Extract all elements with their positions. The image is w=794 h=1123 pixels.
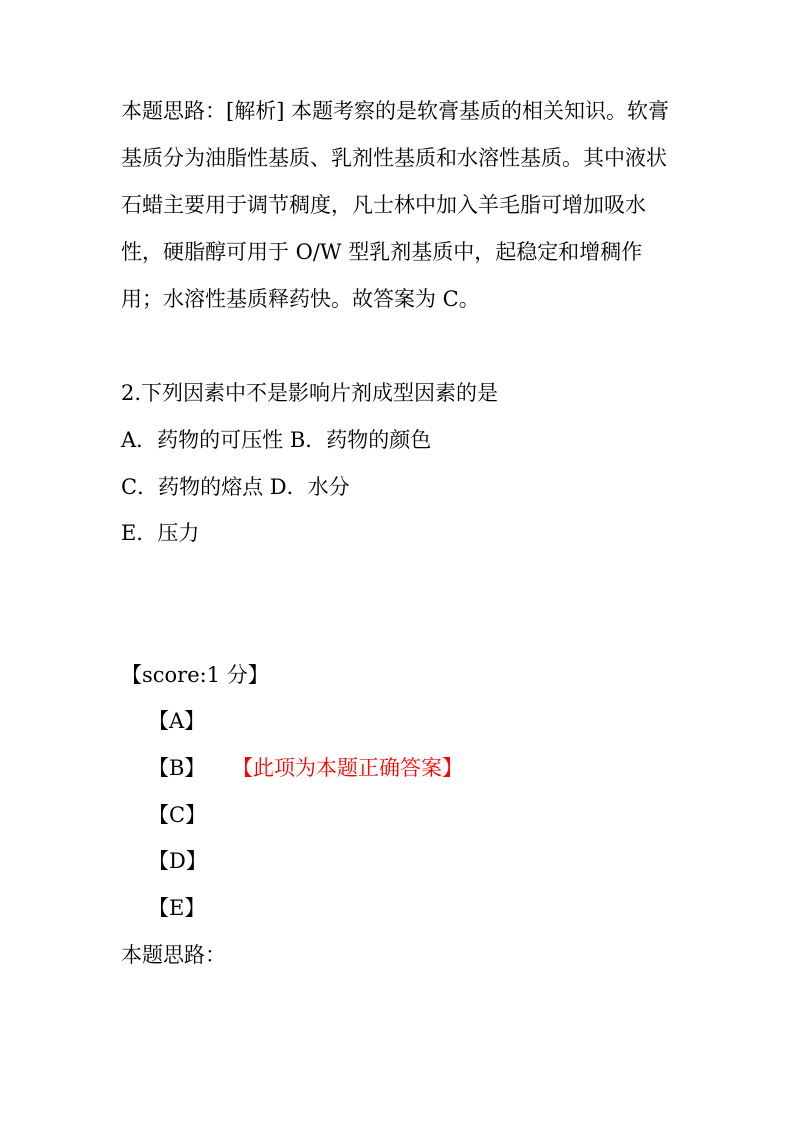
- previous-analysis-text: 本题思路：[解析] 本题考察的是软膏基质的相关知识。软膏基质分为油脂性基质、乳剂性基质和水溶性基质。其中液状石蜡主要用于调节稠度，凡士林中加入羊毛脂可增加吸水性，硬脂醇可用于 O/W 型乳剂基质中，起稳定和增稠作用；水溶性基质释药快。故答案为 C。: [121, 99, 670, 311]
- options-line-3: E．压力: [121, 521, 200, 545]
- answer-c: 【C】: [148, 803, 207, 827]
- analysis-label: 本题思路：: [121, 943, 226, 967]
- options-line-1: A．药物的可压性 B．药物的颜色: [121, 428, 432, 452]
- correct-answer-note: 【此项为本题正确答案】: [232, 756, 463, 780]
- answer-e: 【E】: [148, 896, 206, 920]
- score-label: 【score:1 分】: [121, 663, 269, 687]
- options-line-2: C．药物的熔点 D．水分: [121, 475, 350, 499]
- question-stem: 2.下列因素中不是影响片剂成型因素的是: [121, 381, 499, 405]
- answer-d: 【D】: [148, 849, 207, 873]
- answer-a: 【A】: [148, 709, 206, 733]
- answer-b: 【B】: [148, 756, 206, 780]
